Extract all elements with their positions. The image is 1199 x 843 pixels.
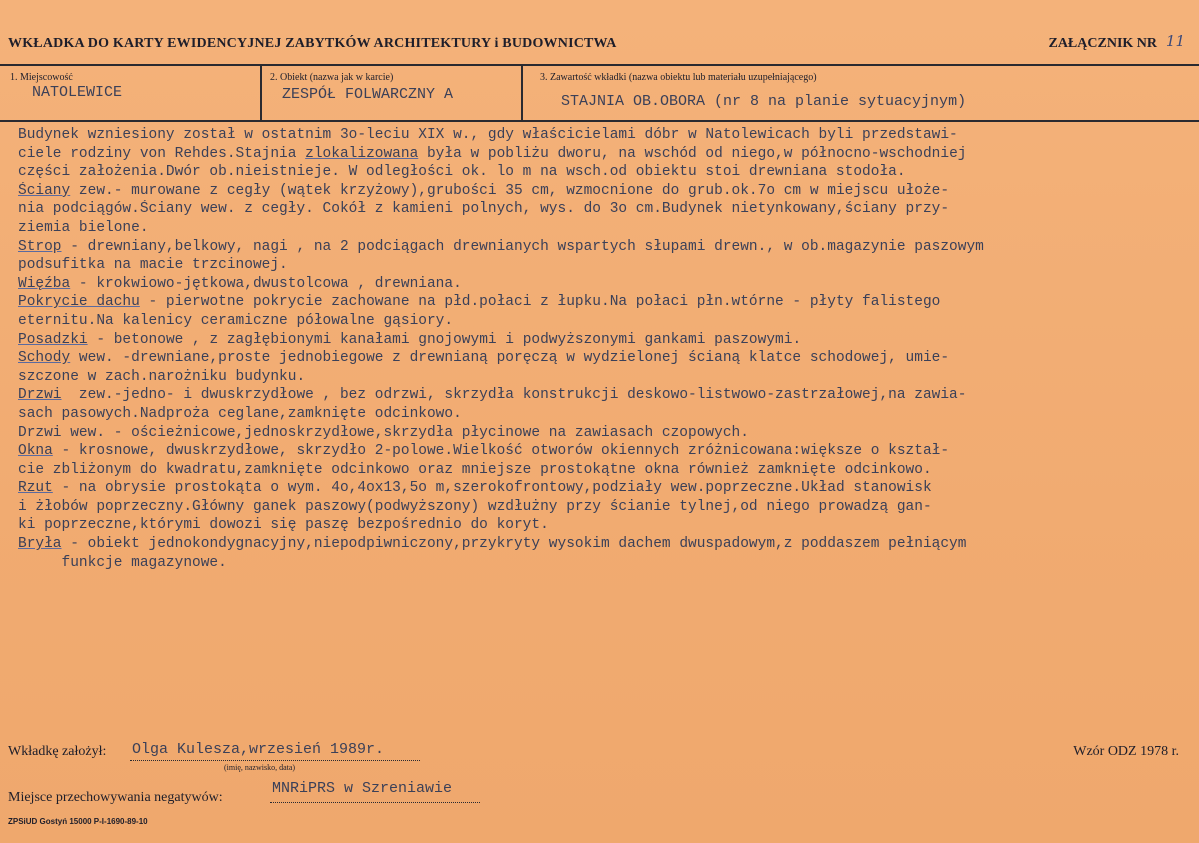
- text-line: Drzwi wew. - ościeżnicowe,jednoskrzydłowe,skrzydła płycinowe na zawiasach czopowych.: [18, 424, 749, 441]
- text-line: Rzut - na obrysie prostokąta o wym. 4o,4ox13,5o m,szerokofrontowy,podziały wew.poprzeczne.Układ stanowisk: [18, 480, 932, 497]
- annex-label: ZAŁĄCZNIK NR: [1048, 36, 1157, 51]
- text-line: i żłobów poprzeczny.Główny ganek paszowy(podwyższony) wzdłużny przy ścianie tylnej,od niego prowadzą gan-: [18, 498, 932, 515]
- text-line: ki poprzeczne,którymi dowozi się paszę bezpośrednio do koryt.: [18, 517, 549, 534]
- field-divider: [521, 66, 523, 120]
- text-line: sach pasowych.Nadproża ceglane,zamknięte odcinkowo.: [18, 405, 462, 422]
- text-line: Okna - krosnowe, dwuskrzydłowe, skrzydło 2-polowe.Wielkość otworów okiennych zróżnicowana:większe o kształ-: [18, 443, 950, 460]
- text-line: szczone w zach.narożniku budynku.: [18, 368, 306, 385]
- text-line: Ściany zew.- murowane z cegły (wątek krzyżowy),grubości 35 cm, wzmocnione do grub.ok.7o cm w miejscu ułoże-: [18, 182, 950, 199]
- top-rule: [0, 64, 1199, 66]
- text-line: eternitu.Na kalenicy ceramiczne półowalne gąsiory.: [18, 312, 454, 329]
- card-header: [8, 32, 1185, 56]
- field-divider: [260, 66, 262, 120]
- text-line: ciele rodziny von Rehdes.Stajnia zlokalizowana była w pobliżu dworu, na wschód od niego,w północno-wschodniej: [18, 145, 967, 162]
- text-line: ziemia bielone.: [18, 219, 149, 236]
- field-label-locality: 1. Miejscowość: [10, 72, 73, 83]
- text-line: Pokrycie dachu - pierwotne pokrycie zachowane na płd.połaci z łupku.Na połaci płn.wtórne - płyty falistego: [18, 294, 941, 311]
- field-label-object: 2. Obiekt (nazwa jak w karcie): [270, 72, 394, 83]
- printer-imprint: ZPSiUD Gostyń 15000 P-I-1690-89-10: [8, 817, 148, 826]
- text-line: Więźba - krokwiowo-jętkowa,dwustolcowa , drewniana.: [18, 275, 462, 292]
- text-line: Schody wew. -drewniane,proste jednobiegowe z drewnianą poręczą w wydzielonej ścianą klatce schodowej, umie-: [18, 350, 950, 367]
- description-text: [18, 126, 1186, 572]
- text-line: Budynek wzniesiony został w ostatnim 3o-leciu XIX w., gdy właścicielami dóbr w Natolewicach byli przedstawi-: [18, 127, 958, 143]
- signature-line: [130, 760, 420, 761]
- field-value-contents: STAJNIA OB.OBORA (nr 8 na planie sytuacyjnym): [561, 93, 967, 110]
- negatives-value: MNRiPRS w Szreniawie: [272, 780, 453, 797]
- text-line: Drzwi zew.-jedno- i dwuskrzydłowe , bez odrzwi, skrzydła konstrukcji deskowo-listwowo-zastrzałowej,na zawia-: [18, 387, 967, 404]
- card-title: WKŁADKA DO KARTY EWIDENCYJNEJ ZABYTKÓW ARCHITEKTURY i BUDOWNICTWA: [8, 36, 617, 51]
- field-value-locality: NATOLEWICE: [32, 84, 123, 101]
- text-line: części założenia.Dwór ob.nieistnieje. W odległości ok. lo m na wsch.od obiektu stoi drewniana stodoła.: [18, 164, 906, 181]
- form-model: Wzór ODZ 1978 r.: [1073, 744, 1179, 759]
- text-line: Bryła - obiekt jednokondygnacyjny,niepodpiwniczony,przykryty wysokim dachem dwuspadowym,z poddaszem pełniącym: [18, 536, 967, 553]
- text-line: cie zbliżonym do kwadratu,zamknięte odcinkowo oraz mniejsze prostokątne okna również zamknięte odcinkowo.: [18, 461, 932, 478]
- created-by-hint: (imię, nazwisko, data): [224, 763, 296, 772]
- field-value-object: ZESPÓŁ FOLWARCZNY A: [282, 86, 454, 103]
- field-label-contents: 3. Zawartość wkładki (nazwa obiektu lub materiału uzupełniającego): [540, 72, 817, 83]
- text-line: funkcje magazynowe.: [18, 554, 227, 571]
- fields-bottom-rule: [0, 120, 1199, 122]
- created-by-label: Wkładkę założył:: [8, 744, 107, 759]
- negatives-line: [270, 802, 480, 803]
- text-line: Posadzki - betonowe , z zagłębionymi kanałami gnojowymi i podwyższonymi gankami paszowymi.: [18, 331, 802, 348]
- negatives-label: Miejsce przechowywania negatywów:: [8, 790, 223, 805]
- created-by-value: Olga Kulesza,wrzesień 1989r.: [132, 741, 385, 758]
- text-line: Strop - drewniany,belkowy, nagi , na 2 podciągach drewnianych wspartych słupami drewn., w ob.magazynie paszowym: [18, 238, 984, 255]
- text-line: nia podciągów.Ściany wew. z cegły. Cokół z kamieni polnych, wys. do 3o cm.Budynek nietynkowany,ściany przy-: [18, 201, 950, 218]
- annex-number: 11: [1165, 32, 1185, 50]
- text-line: podsufitka na macie trzcinowej.: [18, 257, 288, 274]
